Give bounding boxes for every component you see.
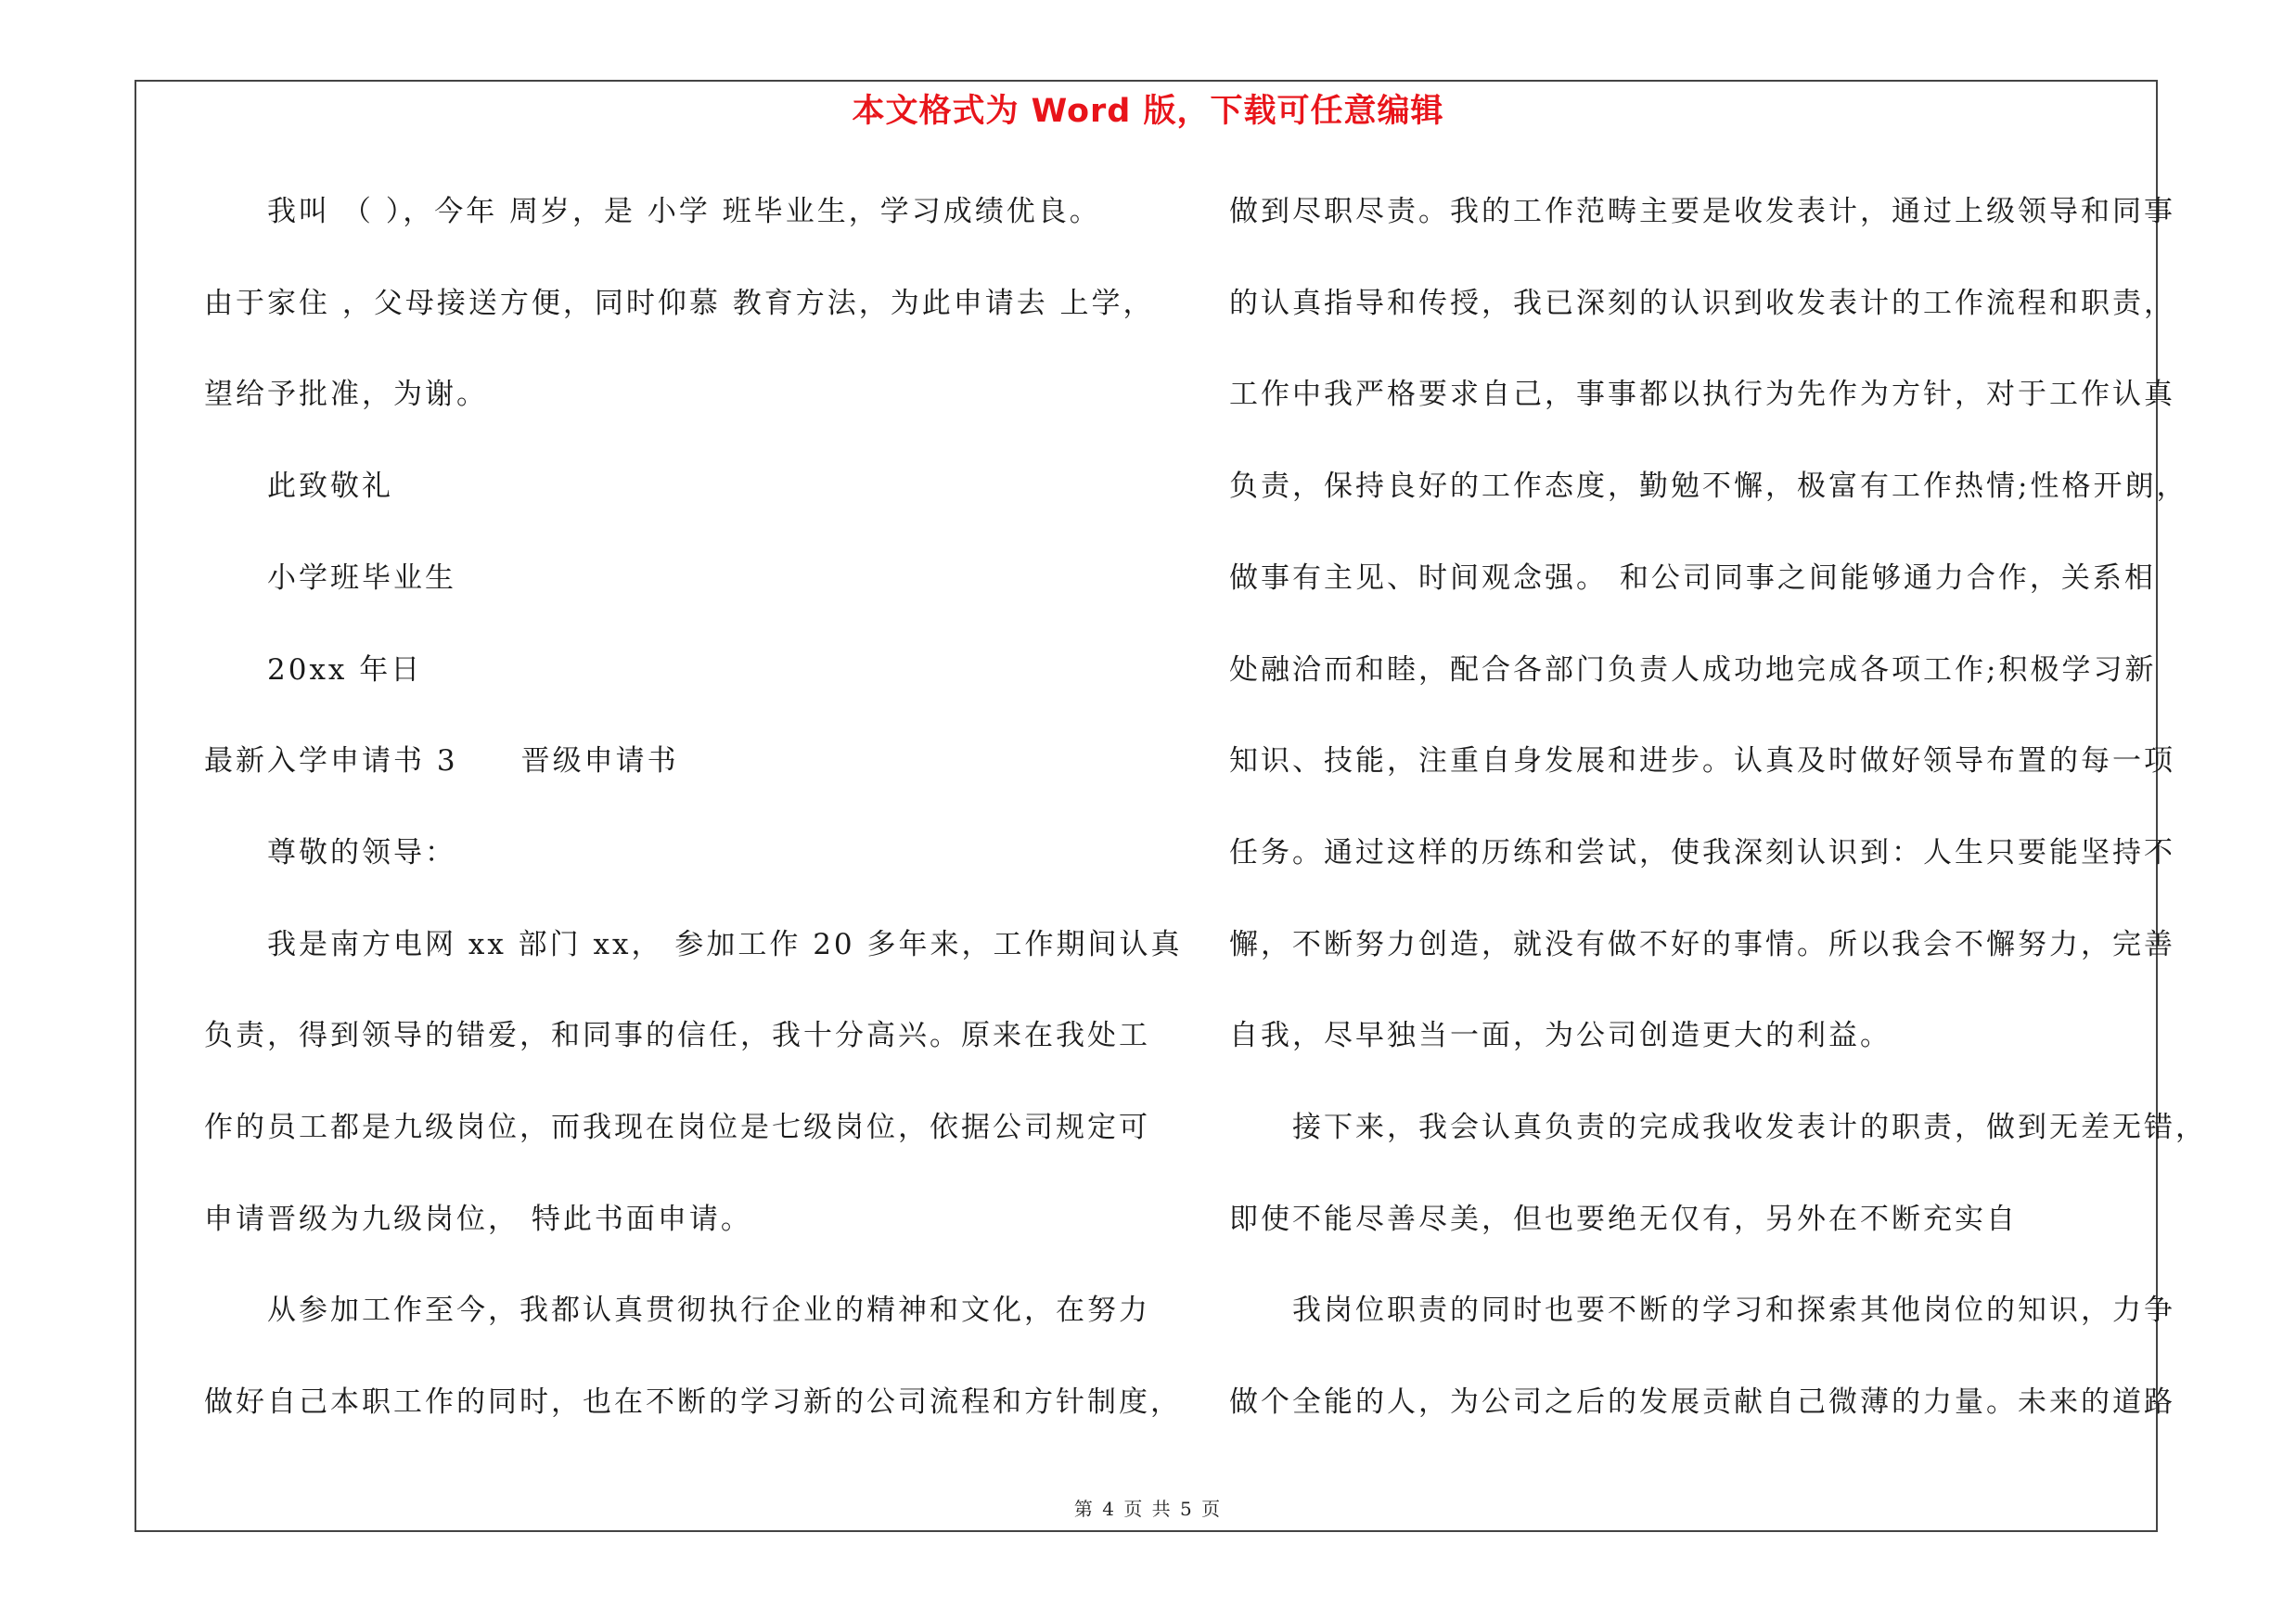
- paragraph-line: 工作中我严格要求自己，事事都以执行为先作为方针，对于工作认真: [1229, 378, 2175, 412]
- paragraph-line: 处融洽而和睦，配合各部门负责人成功地完成各项工作;积极学习新: [1229, 652, 2157, 687]
- paragraph-line: 接下来，我会认真负责的完成我收发表计的职责，做到无差无错，: [1292, 1111, 2207, 1144]
- paragraph-line: 自我，尽早独当一面，为公司创造更大的利益。: [1229, 1019, 1892, 1053]
- paragraph-line: 的认真指导和传授，我已深刻的认识到收发表计的工作流程和职责，: [1229, 286, 2175, 320]
- paragraph-line: 即使不能尽善尽美，但也要绝无仅有，另外在不断充实自: [1229, 1202, 2018, 1236]
- paragraph-line: 小学班毕业生: [267, 560, 456, 595]
- paragraph-line: 负责，保持良好的工作态度，勤勉不懈，极富有工作热情;性格开朗，: [1229, 470, 2188, 504]
- paragraph-line: 负责，得到领导的错爱，和同事的信任，我十分高兴。原来在我处工: [204, 1019, 1150, 1053]
- paragraph-line: 做到尽职尽责。我的工作范畴主要是收发表计，通过上级领导和同事: [1229, 195, 2175, 228]
- paragraph-line: 知识、技能，注重自身发展和进步。认真及时做好领导布置的每一项: [1229, 744, 2175, 779]
- paragraph-line: 此致敬礼: [267, 470, 393, 504]
- paragraph-line: 尊敬的领导：: [267, 835, 456, 869]
- paragraph-line: 从参加工作至今，我都认真贯彻执行企业的精神和文化，在努力: [267, 1294, 1150, 1328]
- paragraph-line: 由于家住 ，父母接送方便，同时仰慕 教育方法，为此申请去 上学，: [204, 286, 1155, 320]
- paragraph-line: 懈，不断努力创造，就没有做不好的事情。所以我会不懈努力，完善: [1229, 927, 2175, 961]
- paragraph-line: 我是南方电网 xx 部门 xx， 参加工作 20 多年来，工作期间认真: [267, 927, 1183, 961]
- paragraph-line: 望给予批准，为谢。: [204, 378, 488, 412]
- page-number-footer: 第 4 页 共 5 页: [1073, 1498, 1223, 1520]
- paragraph-line: 做个全能的人，为公司之后的发展贡献自己微薄的力量。未来的道路: [1229, 1385, 2175, 1420]
- paragraph-line: 最新入学申请书 3 晋级申请书: [204, 744, 679, 779]
- paragraph-line: 做事有主见、时间观念强。 和公司同事之间能够通力合作，关系相: [1229, 560, 2156, 595]
- paragraph-line: 做好自己本职工作的同时，也在不断的学习新的公司流程和方针制度，: [204, 1385, 1182, 1420]
- paragraph-line: 申请晋级为九级岗位， 特此书面申请。: [204, 1202, 752, 1236]
- paragraph-line: 任务。通过这样的历练和尝试，使我深刻认识到：人生只要能坚持不: [1229, 835, 2175, 869]
- paragraph-line: 作的员工都是九级岗位，而我现在岗位是七级岗位，依据公司规定可: [204, 1111, 1150, 1144]
- paragraph-line: 20xx 年日: [267, 652, 423, 687]
- paragraph-line: 我岗位职责的同时也要不断的学习和探索其他岗位的知识，力争: [1292, 1294, 2175, 1328]
- paragraph-line: 我叫 （ ），今年 周岁，是 小学 班毕业生，学习成绩优良。: [267, 195, 1101, 228]
- editable-format-banner: 本文格式为 Word 版，下载可任意编辑: [852, 93, 1444, 130]
